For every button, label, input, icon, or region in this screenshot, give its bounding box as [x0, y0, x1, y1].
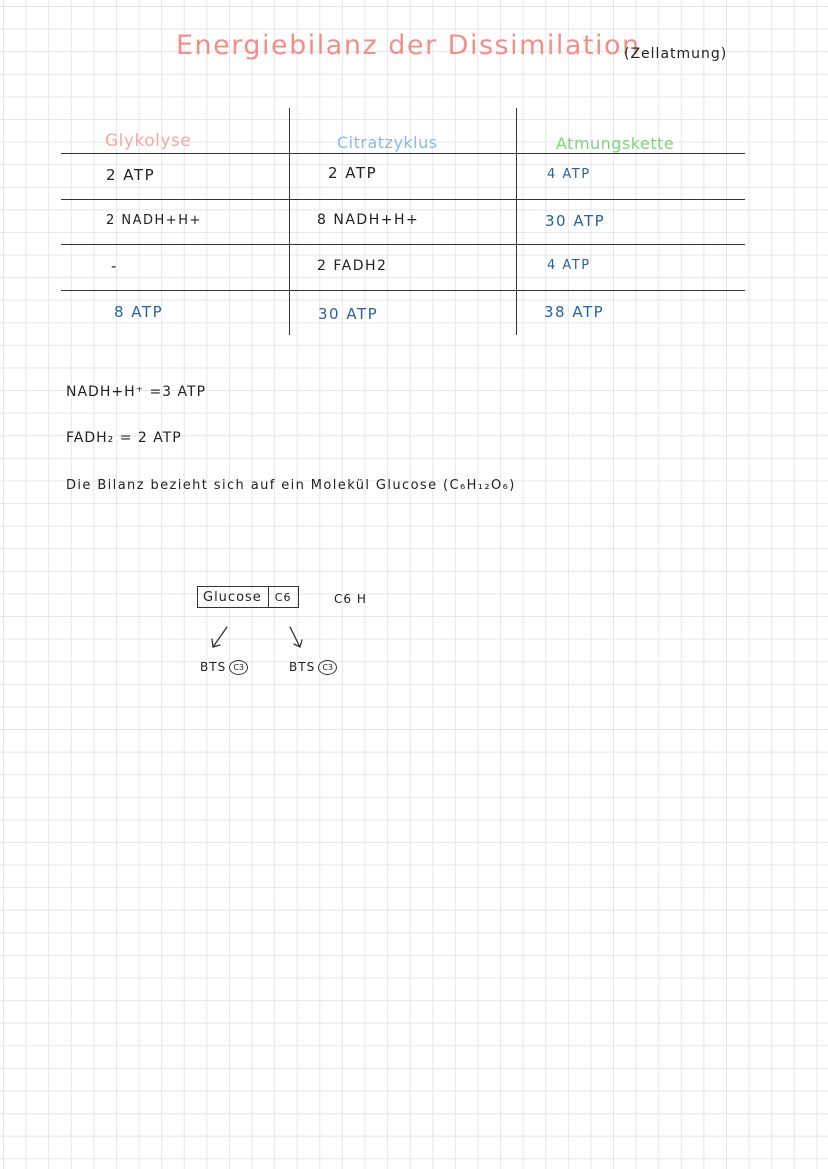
note-glucose-reference: Die Bilanz bezieht sich auf ein Molekül Glucose (C₆H₁₂O₆) [66, 478, 516, 493]
glucose-label: Glucose [203, 589, 262, 605]
product-right [289, 660, 337, 675]
product-right-c3-badge: C3 [318, 660, 337, 675]
page-title: Energiebilanz der Dissimilation [176, 30, 641, 61]
cell-atmung-atp-2: 30 ATP [545, 212, 606, 230]
product-left-c3-badge: C3 [229, 660, 248, 675]
cell-glykolyse-empty: - [111, 257, 118, 275]
cell-citrat-fadh: 2 FADH2 [317, 258, 388, 274]
header-glykolyse: Glykolyse [105, 131, 192, 151]
product-left [200, 660, 248, 675]
glucose-side-label: C6 H [334, 592, 367, 606]
arrow-left-shaft [213, 627, 227, 647]
note-fadh-conversion: FADH₂ = 2 ATP [66, 430, 182, 446]
page-subtitle: (Zellatmung) [624, 46, 728, 62]
cell-glykolyse-nadh: 2 NADH+H+ [106, 213, 202, 228]
header-citratzyklus: Citratzyklus [337, 133, 438, 152]
cell-atmung-atp-1: 4 ATP [547, 167, 591, 182]
total-glykolyse: 8 ATP [114, 303, 164, 321]
total-atmungskette: 38 ATP [544, 303, 605, 321]
cell-atmung-atp-3: 4 ATP [547, 258, 591, 273]
header-atmungskette: Atmungskette [556, 134, 675, 153]
note-nadh-conversion: NADH+H⁺ =3 ATP [66, 384, 207, 400]
glucose-carbon-label: C6 [274, 590, 292, 604]
cell-glykolyse-atp: 2 ATP [106, 166, 156, 184]
cell-citrat-atp: 2 ATP [328, 164, 378, 182]
product-left-label: BTS [200, 660, 227, 674]
cell-citrat-nadh: 8 NADH+H+ [317, 212, 420, 228]
product-right-label: BTS [289, 660, 316, 674]
total-citratzyklus: 30 ATP [318, 305, 379, 323]
